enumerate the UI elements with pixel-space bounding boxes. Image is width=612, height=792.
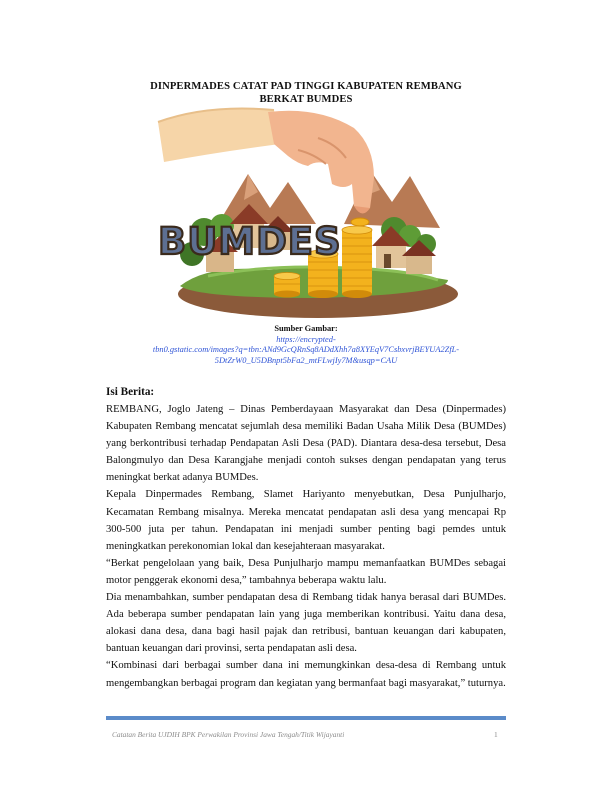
- caption-url-line-3[interactable]: 5DtZrW0_U5DBnpt5bFa2_mtFLwjIy7M&usqp=CAU: [214, 355, 398, 365]
- coin-stack-small: [274, 273, 300, 298]
- article-body: [106, 401, 506, 692]
- caption-label: Sumber Gambar:: [274, 324, 338, 333]
- section-heading: Isi Berita:: [106, 386, 155, 398]
- paragraph: Dia menambahkan, sumber pendapatan desa di Rembang tidak hanya berasal dari BUMDes. Ada beberapa sumber pendapatan lain yang juga memberikan kontribusi. Yaitu dana desa, alokasi dana desa, dana bagi hasil pajak dan retribusi, bantuan keuangan dari kabupaten, bantuan keuangan dari provinsi, serta pendapatan asli desa.: [106, 592, 506, 655]
- paragraph: “Kombinasi dari berbagai sumber dana ini memungkinkan desa-desa di Rembang untuk mengembangkan berbagai program dan kegiatan yang bermanfaat bagi masyarakat,” tuturnya.: [106, 660, 506, 689]
- caption-url-line-2[interactable]: tbn0.gstatic.com/images?q=tbn:ANd9GcQRnSq8ADdXhh7a8XYEqV7CsbxvrjBEYUA2ZfL-: [152, 345, 460, 354]
- paragraph: REMBANG, Joglo Jateng – Dinas Pemberdayaan Masyarakat dan Desa (Dinpermades) Kabupaten Rembang mencatat sejumlah desa memiliki Badan Usaha Milik Desa (BUMDes) yang berkontribusi terhadap Pendapatan Asli Desa (PAD). Diantara desa-desa tersebut, Desa Balongmulyo dan Desa Karangjahe menjadi contoh sukses dengan pendapatan yang terus meningkat berkat adanya BUMDes.: [106, 404, 506, 484]
- falling-coin: [351, 218, 369, 226]
- page-title-line-2: BERKAT BUMDES: [259, 94, 353, 105]
- page-title: [110, 80, 502, 106]
- hand-dropping-coin: [158, 109, 374, 214]
- paragraph: “Berkat pengelolaan yang baik, Desa Punjulharjo mampu memanfaatkan BUMDes sebagai motor penggerak ekonomi desa,” tambahnya beberapa waktu lalu.: [106, 557, 506, 586]
- bumdes-sign-text: BUMDES: [158, 220, 342, 263]
- paragraph: Kepala Dinpermades Rembang, Slamet Hariyanto menyebutkan, Desa Punjulharjo, Kecamatan Rembang misalnya. Mereka mencatat pendapatan asli desa yang mencapai Rp 300-500 juta per tahun. Pendapatan ini menjadi sumber penting bagi pemdes untuk meningkatkan perekonomian lokal dan kesejahteraan masyarakat.: [106, 489, 506, 552]
- image-caption: [110, 324, 502, 366]
- coin-stack-medium: [342, 226, 372, 298]
- footer-text: Catatan Berita UJDIH BPK Perwakilan Provinsi Jawa Tengah/Titik Wijayanti: [112, 730, 345, 739]
- footer-rule: [106, 716, 506, 720]
- page-number: 1: [494, 730, 498, 739]
- page-title-line-1: DINPERMADES CATAT PAD TINGGI KABUPATEN REMBANG: [150, 81, 462, 92]
- caption-url-line-1[interactable]: https://encrypted-: [276, 334, 336, 344]
- bumdes-illustration: [148, 104, 464, 322]
